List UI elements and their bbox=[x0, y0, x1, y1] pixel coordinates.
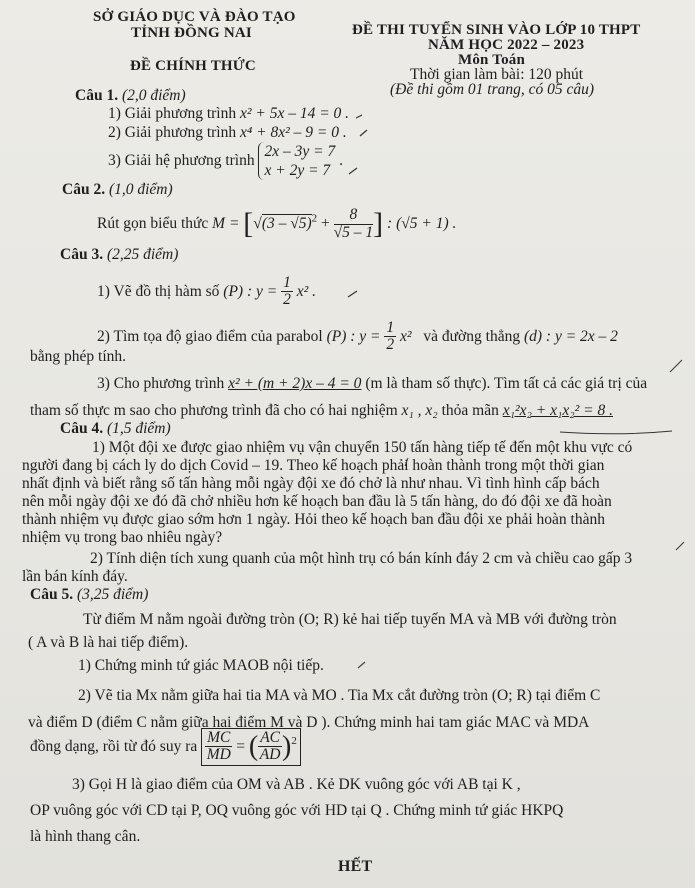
q5-part1: 1) Chứng minh tứ giác MAOB nội tiếp. bbox=[78, 657, 324, 674]
pen-mark-8 bbox=[358, 662, 365, 668]
pen-mark-6 bbox=[405, 458, 408, 466]
q5-part3-line3: là hình thang cân. bbox=[30, 828, 141, 845]
q4-line1: 1) Một đội xe được giao nhiệm vụ vận chuyển 150 tấn hàng tiếp tế đến một khu vực có bbox=[92, 439, 633, 456]
pen-mark-1 bbox=[356, 115, 362, 118]
q4-heading: Câu 4. (1,5 điểm) bbox=[60, 420, 171, 437]
subject: Môn Toán bbox=[458, 52, 526, 68]
q5-heading: Câu 5. (3,25 điểm) bbox=[30, 586, 149, 603]
q3-heading: Câu 3. (2,25 điểm) bbox=[60, 246, 179, 263]
pen-mark-4 bbox=[348, 291, 357, 297]
q4-line5: thành nhiệm vụ được giao sớm hơn 1 ngày. Hỏi theo kế hoạch ban đầu đội xe phải hoàn thành bbox=[22, 511, 605, 528]
q4-line3: nhất định và biết rằng số tấn hàng mỗi ngày đội xe đó chở là như nhau. Vì tình hình cấp bách bbox=[22, 475, 600, 492]
q3-part3: 3) Cho phương trình x² + (m + 2)x – 4 = 0 (m là tham số thực). Tìm tất cả các giá trị của bbox=[97, 375, 648, 392]
q5-part2-line2: và điểm D (điểm C nằm giữa hai điểm M và D ). Chứng minh hai tam giác MAC và MDA bbox=[28, 714, 590, 731]
q3-part2-cont: bằng phép tính. bbox=[30, 348, 126, 365]
q4-line6: nhiệm vụ trong bao nhiêu ngày? bbox=[22, 529, 223, 546]
q5-part3-line2: OP vuông góc với CD tại P, OQ vuông góc với HD tại Q . Chứng minh tứ giác HKPQ bbox=[30, 802, 564, 819]
q1-part2: 2) Giải phương trình x⁴ + 8x² – 9 = 0 . bbox=[108, 124, 347, 141]
q5-intro-line1: Từ điểm M nằm ngoài đường tròn (O; R) kẻ hai tiếp tuyến MA và MB với đường tròn bbox=[83, 611, 617, 628]
pen-underline-1 bbox=[560, 431, 672, 434]
q4-line4: nên mỗi ngày đội xe đó đã chở nhiều hơn kế hoạch ban đầu là 5 tấn hàng, do đó đội xe đã hoàn bbox=[22, 493, 612, 510]
q1-heading: Câu 1. (2,0 điểm) bbox=[75, 87, 186, 104]
official-label: ĐỀ CHÍNH THỨC bbox=[130, 58, 256, 74]
q1-part1: 1) Giải phương trình x² + 5x – 14 = 0 . bbox=[108, 105, 350, 122]
department-name: SỞ GIÁO DỤC VÀ ĐÀO TẠO bbox=[93, 9, 296, 25]
q5-part3-line1: 3) Gọi H là giao điểm của OM và AB . Kẻ DK vuông góc với AB tại K , bbox=[72, 776, 521, 793]
q5-part2-line3: đồng dạng, rồi từ đó suy ra $\frac{MC}{MD}$ = ( $\frac{AC}{AD}$ )$^2$ bbox=[30, 728, 301, 766]
exam-time: Thời gian làm bài: 120 phút bbox=[410, 66, 584, 83]
q3-part2: 2) Tìm tọa độ giao điểm của parabol (P) : y = $\frac{1}{2}$ x² và đường thẳng (d) : y = 2x – 2 bbox=[97, 319, 618, 354]
q4-part2-line2: lần bán kính đáy. bbox=[22, 568, 128, 585]
system-of-equations: 2x – 3y = 7 x + 2y = 7 bbox=[258, 142, 335, 180]
q2-expression: Rút gọn biểu thức M = [√(3 – √5)$^2$ + $\frac{8}{√5 - 1}$ ] : (√5 + 1) . bbox=[97, 206, 457, 241]
q5-part2-line1: 2) Vẽ tia Mx nằm giữa hai tia MA và MO . Tia Mx cắt đường tròn (O; R) tại điểm C bbox=[78, 687, 601, 704]
pen-mark-2 bbox=[360, 130, 367, 136]
q4-part2-line1: 2) Tính diện tích xung quanh của một hình trụ có bán kính đáy 2 cm và chiều cao gấp 3 bbox=[90, 550, 633, 567]
exam-title: ĐỀ THI TUYỂN SINH VÀO LỚP 10 THPT bbox=[352, 22, 641, 38]
q3-part1: 1) Vẽ đồ thị hàm số (P) : y = $\frac{1}{2}$ x² . bbox=[97, 274, 316, 309]
q1-part3: 3) Giải hệ phương trình 2x – 3y = 7 x + 2y = 7 . bbox=[108, 143, 343, 179]
q5-intro-line2: ( A và B là hai tiếp điểm). bbox=[28, 634, 189, 651]
q2-heading: Câu 2. (1,0 điểm) bbox=[62, 181, 173, 198]
end-marker: HẾT bbox=[338, 858, 373, 875]
q3-part3-cont: tham số thực m sao cho phương trình đã cho có hai nghiệm x₁ , x₂ thỏa mãn x₁²x₂ + x₁x₂² = 8 . bbox=[30, 402, 613, 419]
q4-line2: người đang bị cách ly do dịch Covid – 19. Theo kế hoạch phải hoàn thành trong một thời gian bbox=[22, 457, 605, 474]
province-name: TỈNH ĐỒNG NAI bbox=[131, 25, 252, 41]
pen-mark-7 bbox=[676, 542, 684, 550]
school-year: NĂM HỌC 2022 – 2023 bbox=[428, 37, 585, 53]
pen-mark-5 bbox=[670, 360, 682, 372]
pen-mark-3 bbox=[349, 168, 357, 174]
ratio-formula: $\frac{MC}{MD}$ = ( $\frac{AC}{AD}$ )$^2$ bbox=[201, 728, 301, 766]
exam-note: (Đề thi gồm 01 trang, có 05 câu) bbox=[390, 81, 595, 98]
